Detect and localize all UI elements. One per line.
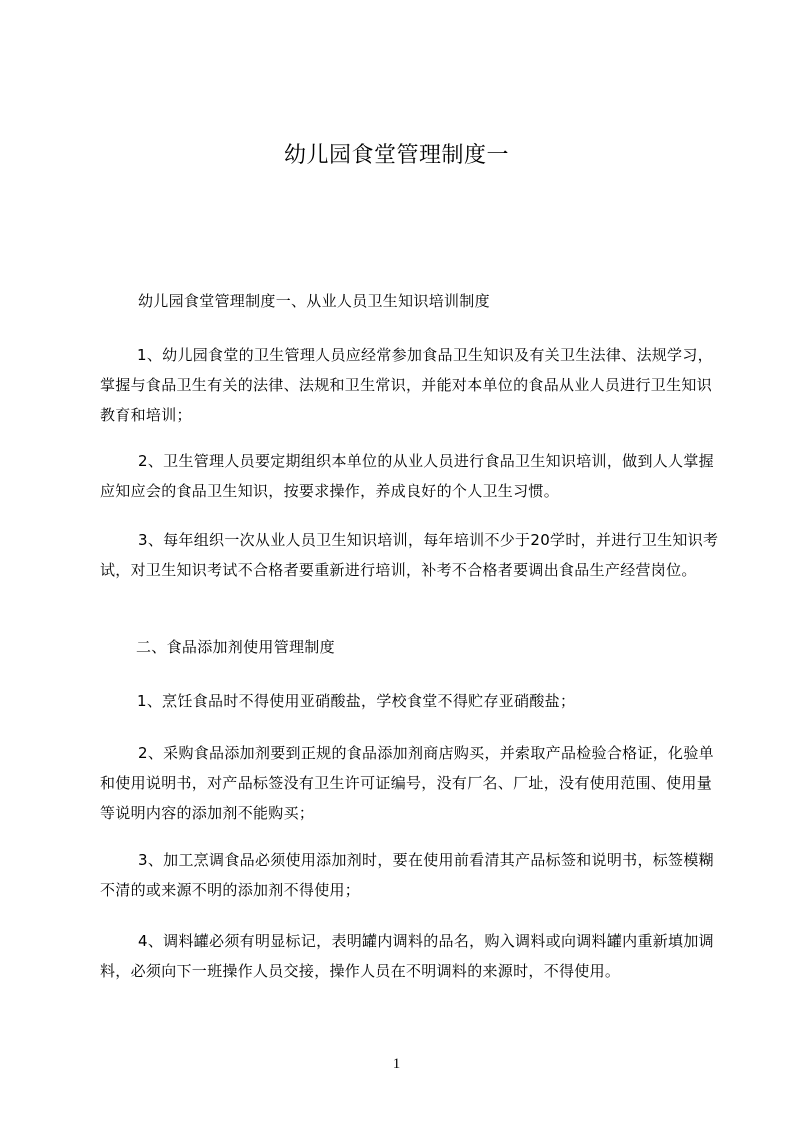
section-heading-1: 幼儿园食堂管理制度一、从业人员卫生知识培训制度	[138, 292, 490, 310]
paragraph: 3、每年组织一次从业人员卫生知识培训，每年培训不少于20学时，并进行卫生知识考试，对卫生知识考试不合格者要重新进行培训，补考不合格者要调出食品生产经营岗位。	[100, 531, 719, 579]
paragraph: 2、卫生管理人员要定期组织本单位的从业人员进行食品卫生知识培训，做到人人掌握应知应会的食品卫生知识，按要求操作，养成良好的个人卫生习惯。	[100, 452, 714, 500]
paragraph: 3、加工烹调食品必须使用添加剂时，要在使用前看清其产品标签和说明书，标签模糊不清的或来源不明的添加剂不得使用；	[100, 851, 714, 899]
paragraph: 2、采购食品添加剂要到正规的食品添加剂商店购买，并索取产品检验合格证，化验单和使用说明书，对产品标签没有卫生许可证编号，没有厂名、厂址，没有使用范围、使用量等说明内容的添加剂不能购买；	[100, 744, 714, 822]
paragraph: 1、烹饪食品时不得使用亚硝酸盐，学校食堂不得贮存亚硝酸盐；	[137, 692, 576, 710]
page-title: 幼儿园食堂管理制度一	[283, 143, 509, 168]
page-number: 1	[392, 1056, 401, 1072]
paragraph: 1、幼儿园食堂的卫生管理人员应经常参加食品卫生知识及有关卫生法律、法规学习，掌握与食品卫生有关的法律、法规和卫生常识，并能对本单位的食品从业人员进行卫生知识教育和培训；	[100, 346, 713, 424]
paragraph: 4、调料罐必须有明显标记，表明罐内调料的品名，购入调料或向调料罐内重新填加调料，必须向下一班操作人员交接，操作人员在不明调料的来源时，不得使用。	[100, 932, 714, 980]
section-heading-2: 二、食品添加剂使用管理制度	[136, 638, 335, 656]
